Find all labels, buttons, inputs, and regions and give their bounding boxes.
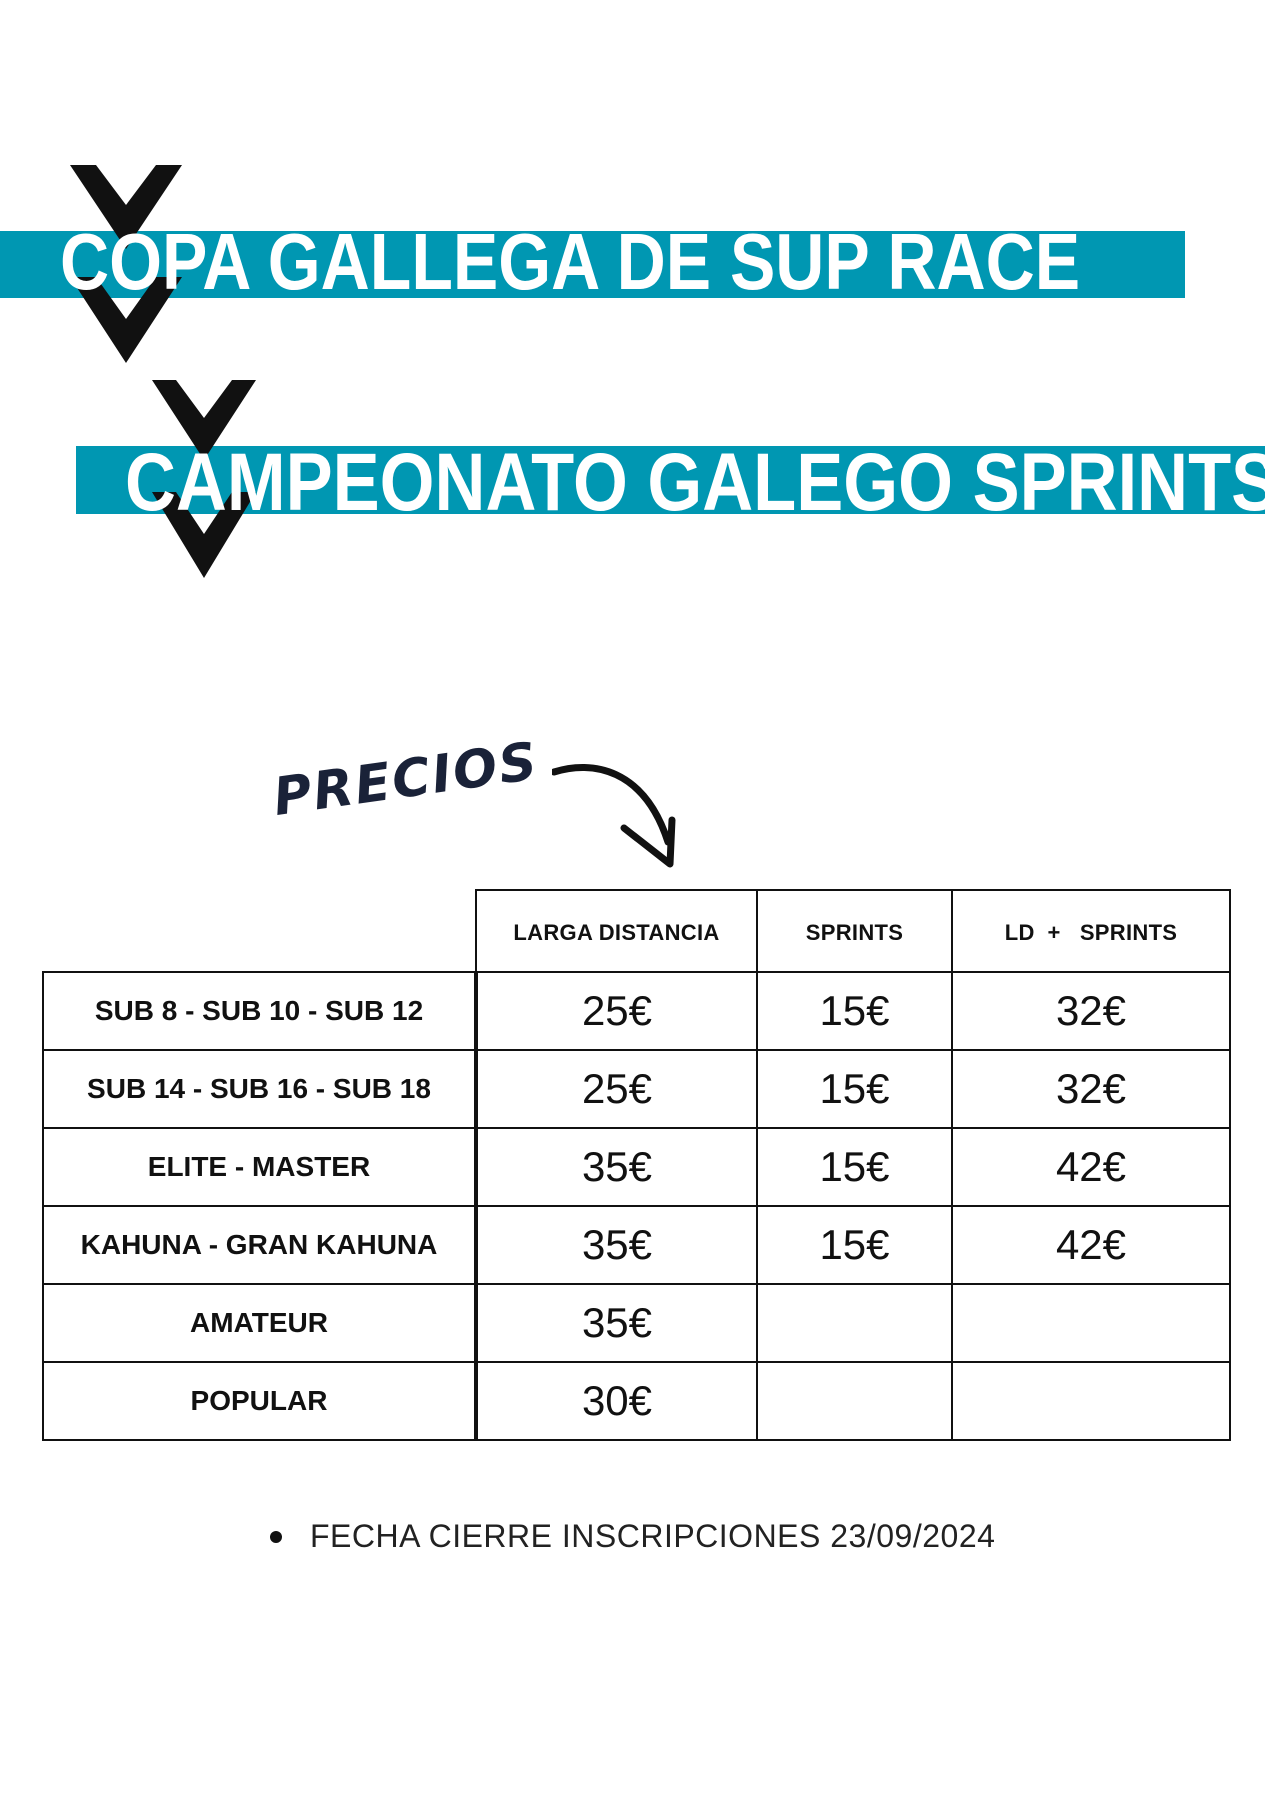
category-cell: POPULAR [43,1362,476,1440]
table-row [43,1128,1230,1206]
curved-arrow-icon [552,758,682,878]
price-table [42,889,1231,1441]
deadline-item [270,1518,995,1555]
header-sprints: SPRINTS [757,890,952,972]
category-cell: KAHUNA - GRAN KAHUNA [43,1206,476,1284]
event-title-copa: COPA GALLEGA DE SUP RACE [60,217,1081,306]
table-row [43,972,1230,1050]
deadline-text: FECHA CIERRE INSCRIPCIONES 23/09/2024 [310,1518,996,1554]
price-ld-cell: 25€ [476,972,757,1050]
price-ld-cell: 30€ [476,1362,757,1440]
price-ld-sprints-cell: 42€ [952,1206,1230,1284]
category-cell: ELITE - MASTER [43,1128,476,1206]
category-cell: AMATEUR [43,1284,476,1362]
price-ld-sprints-cell [952,1362,1230,1440]
table-row [43,1284,1230,1362]
price-sprints-cell [757,1284,952,1362]
price-sprints-cell: 15€ [757,1128,952,1206]
table-corner [43,890,476,972]
category-cell: SUB 14 - SUB 16 - SUB 18 [43,1050,476,1128]
price-ld-cell: 35€ [476,1284,757,1362]
price-ld-sprints-cell: 42€ [952,1128,1230,1206]
event-title-campeonato: CAMPEONATO GALEGO SPRINTS [125,437,1279,528]
precios-label: PRECIOS [269,731,543,828]
header-larga-distancia: LARGA DISTANCIA [476,890,757,972]
price-ld-cell: 35€ [476,1128,757,1206]
price-ld-cell: 35€ [476,1206,757,1284]
price-ld-sprints-cell: 32€ [952,972,1230,1050]
price-sprints-cell: 15€ [757,1206,952,1284]
table-row [43,1362,1230,1440]
price-sprints-cell: 15€ [757,972,952,1050]
category-cell: SUB 8 - SUB 10 - SUB 12 [43,972,476,1050]
price-ld-sprints-cell [952,1284,1230,1362]
bullet-icon [270,1531,282,1543]
header-ld-sprints: LD + SPRINTS [952,890,1230,972]
table-row [43,1050,1230,1128]
price-ld-cell: 25€ [476,1050,757,1128]
table-header-row [43,890,1230,972]
price-ld-sprints-cell: 32€ [952,1050,1230,1128]
price-sprints-cell: 15€ [757,1050,952,1128]
table-row [43,1206,1230,1284]
price-sprints-cell [757,1362,952,1440]
